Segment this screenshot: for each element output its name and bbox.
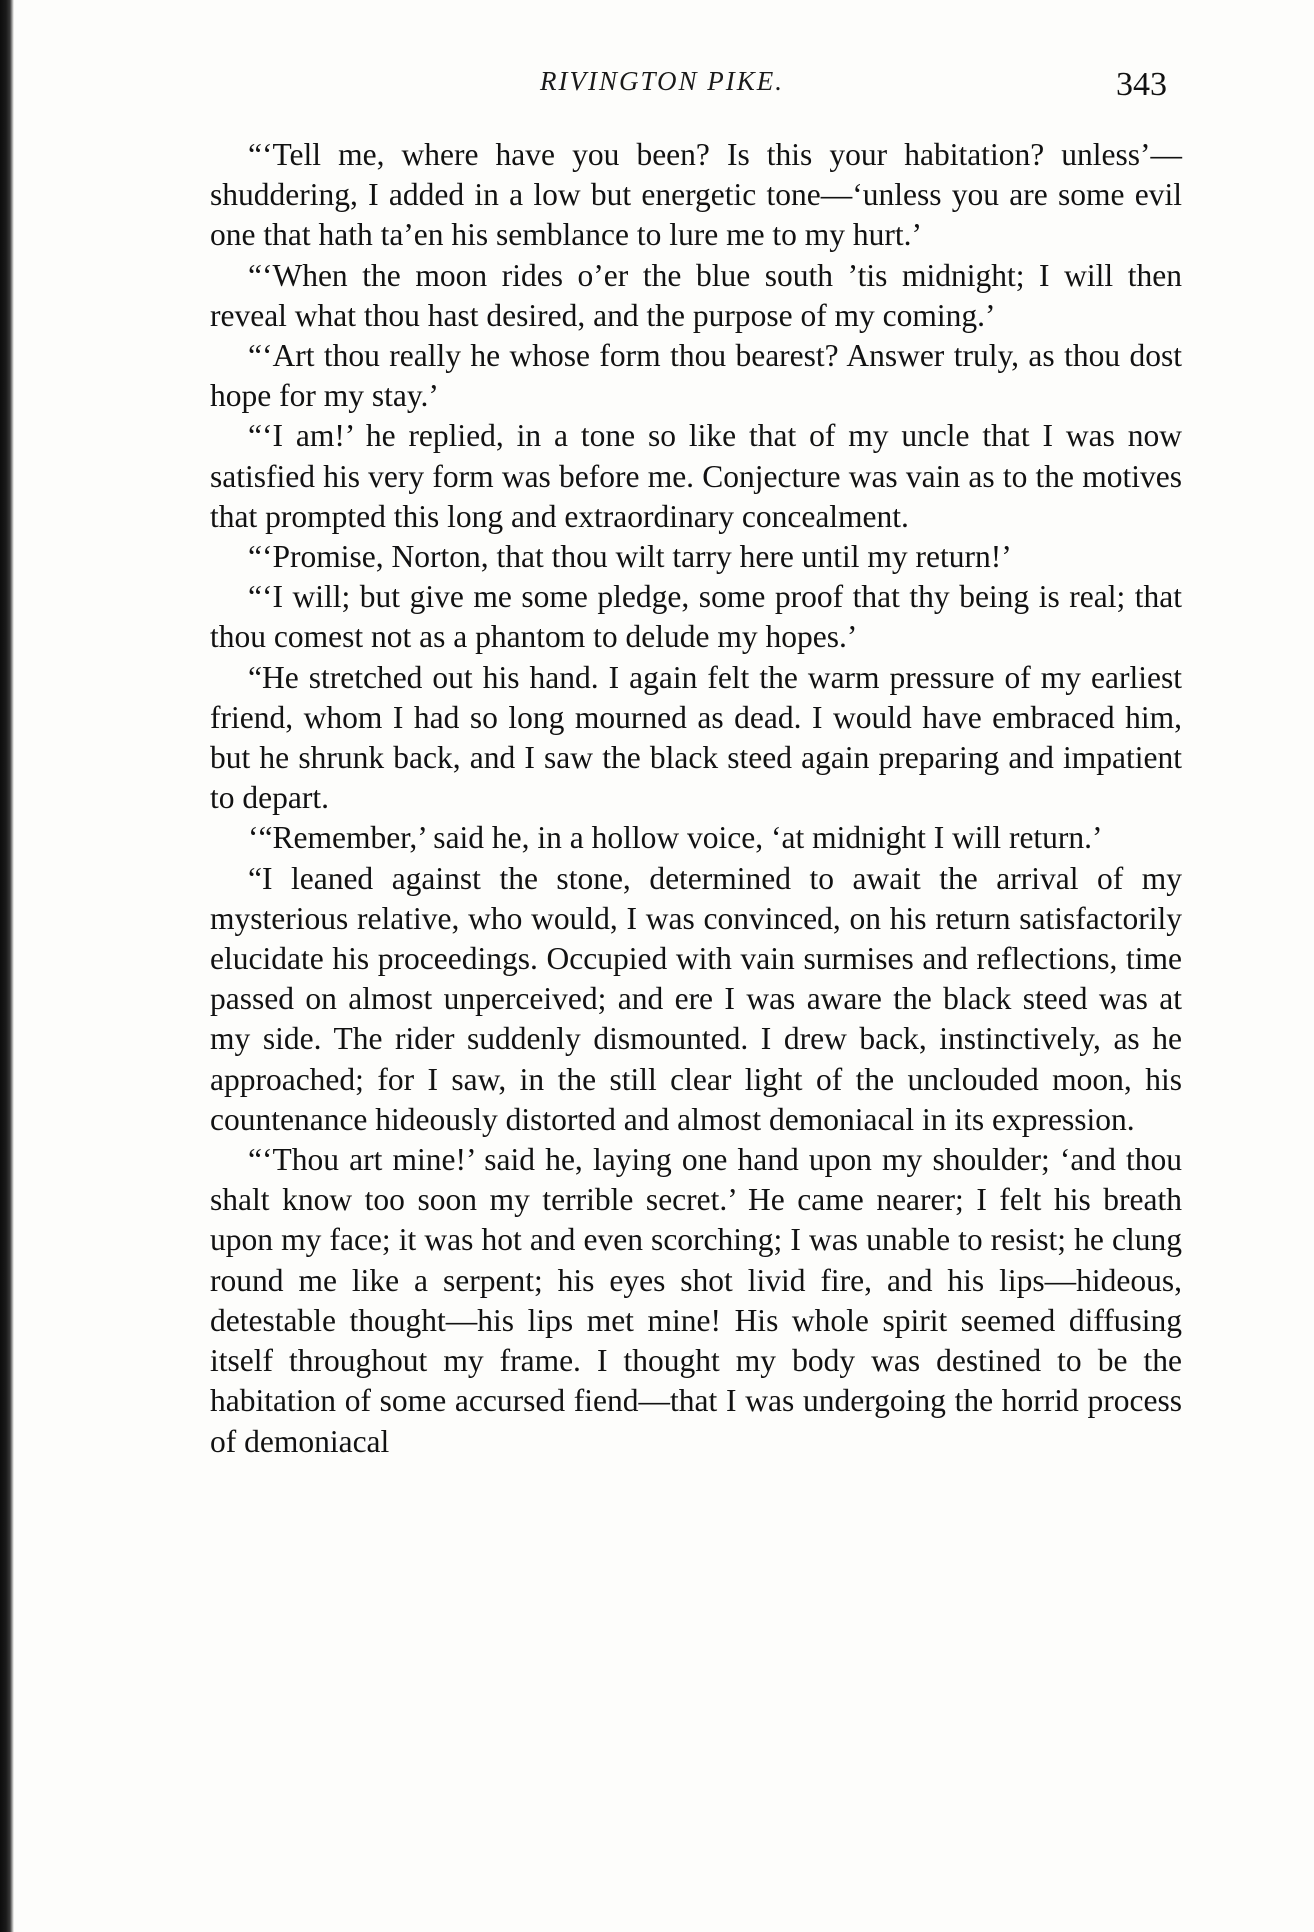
paragraph: “I leaned against the stone, determined to await the arrival of my mysterious relative, who would, I was convinced, on his return satisfactorily elucidate his proceedings. Occupied with vain surmises and reflections, time passed on almost unperceived; and ere I was aware the black steed was at my side. The rider suddenly dismounted. I drew back, instinctively, as he approached; for I saw, in the still clear light of the unclouded moon, his countenance hideously distorted and almost demoniacal in its expression.	[210, 860, 1182, 1137]
paragraph: “‘When the moon rides o’er the blue south ’tis midnight; I will then reveal what thou hast desired, and the purpose of my coming.’	[210, 257, 1182, 333]
page-number: 343	[1116, 66, 1167, 103]
paragraph: “‘Promise, Norton, that thou wilt tarry here until my return!’	[248, 539, 1012, 575]
paragraph: “‘Tell me, where have you been? Is this your habitation? unless’—shuddering, I added in a low but energetic tone—‘unless you are some evil one that hath ta’en his semblance to lure me to my hurt.’	[210, 137, 1182, 253]
paragraph: “‘Art thou really he whose form thou bearest? Answer truly, as thou dost hope for my stay.’	[210, 338, 1182, 414]
running-head: RIVINGTON PIKE.	[540, 66, 784, 96]
paragraph: ‘“Remember,’ said he, in a hollow voice, ‘at midnight I will return.’	[248, 820, 1103, 856]
paragraph: “‘I am!’ he replied, in a tone so like that of my uncle that I was now satisfied his very form was before me. Conjecture was vain as to the motives that prompted this long and extraordinary concealment.	[210, 418, 1182, 534]
paragraph: “‘I will; but give me some pledge, some proof that thy being is real; that thou comest not as a phantom to delude my hopes.’	[210, 579, 1182, 655]
page-binding-edge	[0, 0, 14, 1932]
paragraph: “‘Thou art mine!’ said he, laying one hand upon my shoulder; ‘and thou shalt know too soon my terrible secret.’ He came nearer; I felt his breath upon my face; it was hot and even scorching; I was unable to resist; he clung round me like a serpent; his eyes shot livid fire, and his lips—hideous, detestable thought—his lips met mine! His whole spirit seemed diffusing itself throughout my frame. I thought my body was destined to be the habitation of some accursed fiend—that I was undergoing the horrid process of demoniacal	[210, 1142, 1182, 1459]
body-text	[210, 135, 1182, 1462]
paragraph: “He stretched out his hand. I again felt the warm pressure of my earliest friend, whom I had so long mourned as dead. I would have embraced him, but he shrunk back, and I saw the black steed again preparing and impatient to depart.	[210, 659, 1182, 816]
